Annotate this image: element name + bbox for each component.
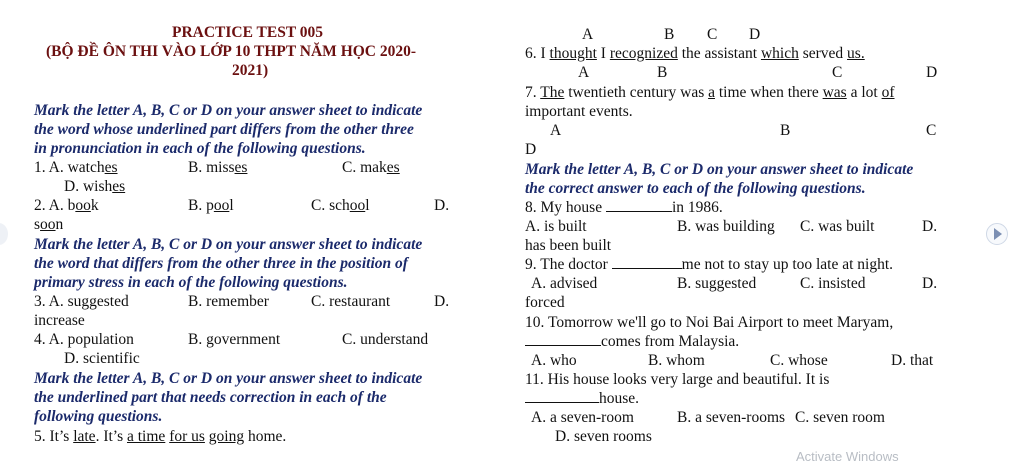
q3-option-a: 3. A. suggested [34,293,129,310]
q8-option-d: has been built [525,237,612,254]
q2-option-b: B. pool [188,197,234,214]
q10-option-a: A. who [531,352,577,369]
q7-letter: A [550,122,562,139]
q6-letter: D [749,26,761,43]
page-subtitle: (BỘ ĐỀ ÔN THI VÀO LỚP 10 THPT NĂM HỌC 2020- [46,43,417,60]
instruction-stress-line: Mark the letter A, B, C or D on your answer sheet to indicate [34,236,423,253]
q7-letter: B [780,122,791,139]
q5-sentence: 5. It’s late. It’s a time for us going home. [34,428,287,445]
q6-letter: A [582,26,594,43]
q2-option-d: soon [34,216,64,233]
q10-stem: 10. Tomorrow we'll go to Noi Bai Airport to meet Maryam, [525,314,894,331]
instruction-stress-line: primary stress in each of the following questions. [34,274,348,291]
q6-letter-under: C [832,64,843,81]
q8-option-c: C. was built [800,218,875,235]
instruction-pronunciation-line: in pronunciation in each of the following questions. [34,140,366,157]
instruction-correction-line: following questions. [34,408,163,425]
q11-option-c: C. seven room [795,409,885,426]
q10-option-c: C. whose [770,352,828,369]
q1-option-b: B. misses [188,159,248,176]
q6-letter: B [664,26,675,43]
q7-letter: C [926,122,937,139]
q3-option-c: C. restaurant [311,293,391,310]
q4-option-b: B. government [188,331,281,348]
q3-option-d-label: D. [434,293,450,310]
q6-letter-under: A [578,64,590,81]
q3-option-d: increase [34,312,85,329]
q10-option-d: D. that [891,352,934,369]
q6-sentence: 6. I thought I recognized the assistant which served us. [525,45,865,62]
q1-option-c: C. makes [342,159,400,176]
q11-stem-cont: house. [525,390,639,408]
q8-option-b: B. was building [677,218,775,235]
q6-letter: C [707,26,718,43]
q2-option-c: C. school [311,197,370,214]
page-title: PRACTICE TEST 005 [172,24,324,41]
q9-option-d-label: D. [922,275,938,292]
instruction-completion-line: Mark the letter A, B, C or D on your answer sheet to indicate [525,161,914,178]
q6-letter-under: D [926,64,938,81]
q8-option-a: A. is built [525,218,587,235]
q11-option-b: B. a seven-rooms [677,409,786,426]
next-page-button[interactable] [986,223,1008,245]
q8-stem: 8. My house in 1986. [525,199,723,216]
previous-page-button[interactable] [0,223,8,245]
activation-watermark: Activate Windows [796,449,899,464]
q4-option-d: D. scientific [64,350,140,367]
q11-stem: 11. His house looks very large and beautiful. It is [525,371,830,388]
q7-sentence-cont: important events. [525,103,633,120]
instruction-correction-line: the underlined part that needs correction in each of the [34,389,387,406]
q4-option-c: C. understand [342,331,429,348]
q9-option-a: A. advised [531,275,598,292]
q3-option-b: B. remember [188,293,269,310]
q10-stem-cont: comes from Malaysia. [525,333,739,351]
q11-option-a: A. a seven-room [531,409,634,426]
instruction-completion-line: the correct answer to each of the following questions. [525,180,866,197]
q9-stem: 9. The doctor me not to stay up too late at night. [525,256,894,273]
q2-option-d-label: D. [434,197,450,214]
q6-letter-under: B [657,64,668,81]
q7-letter: D [525,141,537,158]
play-icon [994,228,1002,240]
q9-option-c: C. insisted [800,275,866,292]
q11-option-d: D. seven rooms [555,428,652,445]
q1-option-d: D. wishes [64,178,126,195]
q1-option-a: 1. A. watches [34,159,118,176]
q9-option-d: forced [525,294,565,311]
page-subtitle-year: 2021) [232,62,269,79]
instruction-correction-line: Mark the letter A, B, C or D on your answer sheet to indicate [34,370,423,387]
instruction-pronunciation-line: the word whose underlined part differs from the other three [34,121,414,138]
q2-option-a: 2. A. book [34,197,99,214]
q9-option-b: B. suggested [677,275,757,292]
q10-option-b: B. whom [648,352,705,369]
q4-option-a: 4. A. population [34,331,134,348]
q8-option-d-label: D. [922,218,938,235]
instruction-pronunciation-line: Mark the letter A, B, C or D on your answer sheet to indicate [34,102,423,119]
instruction-stress-line: the word that differs from the other three in the position of [34,255,408,272]
q7-sentence: 7. The twentieth century was a time when there was a lot of [525,84,895,101]
